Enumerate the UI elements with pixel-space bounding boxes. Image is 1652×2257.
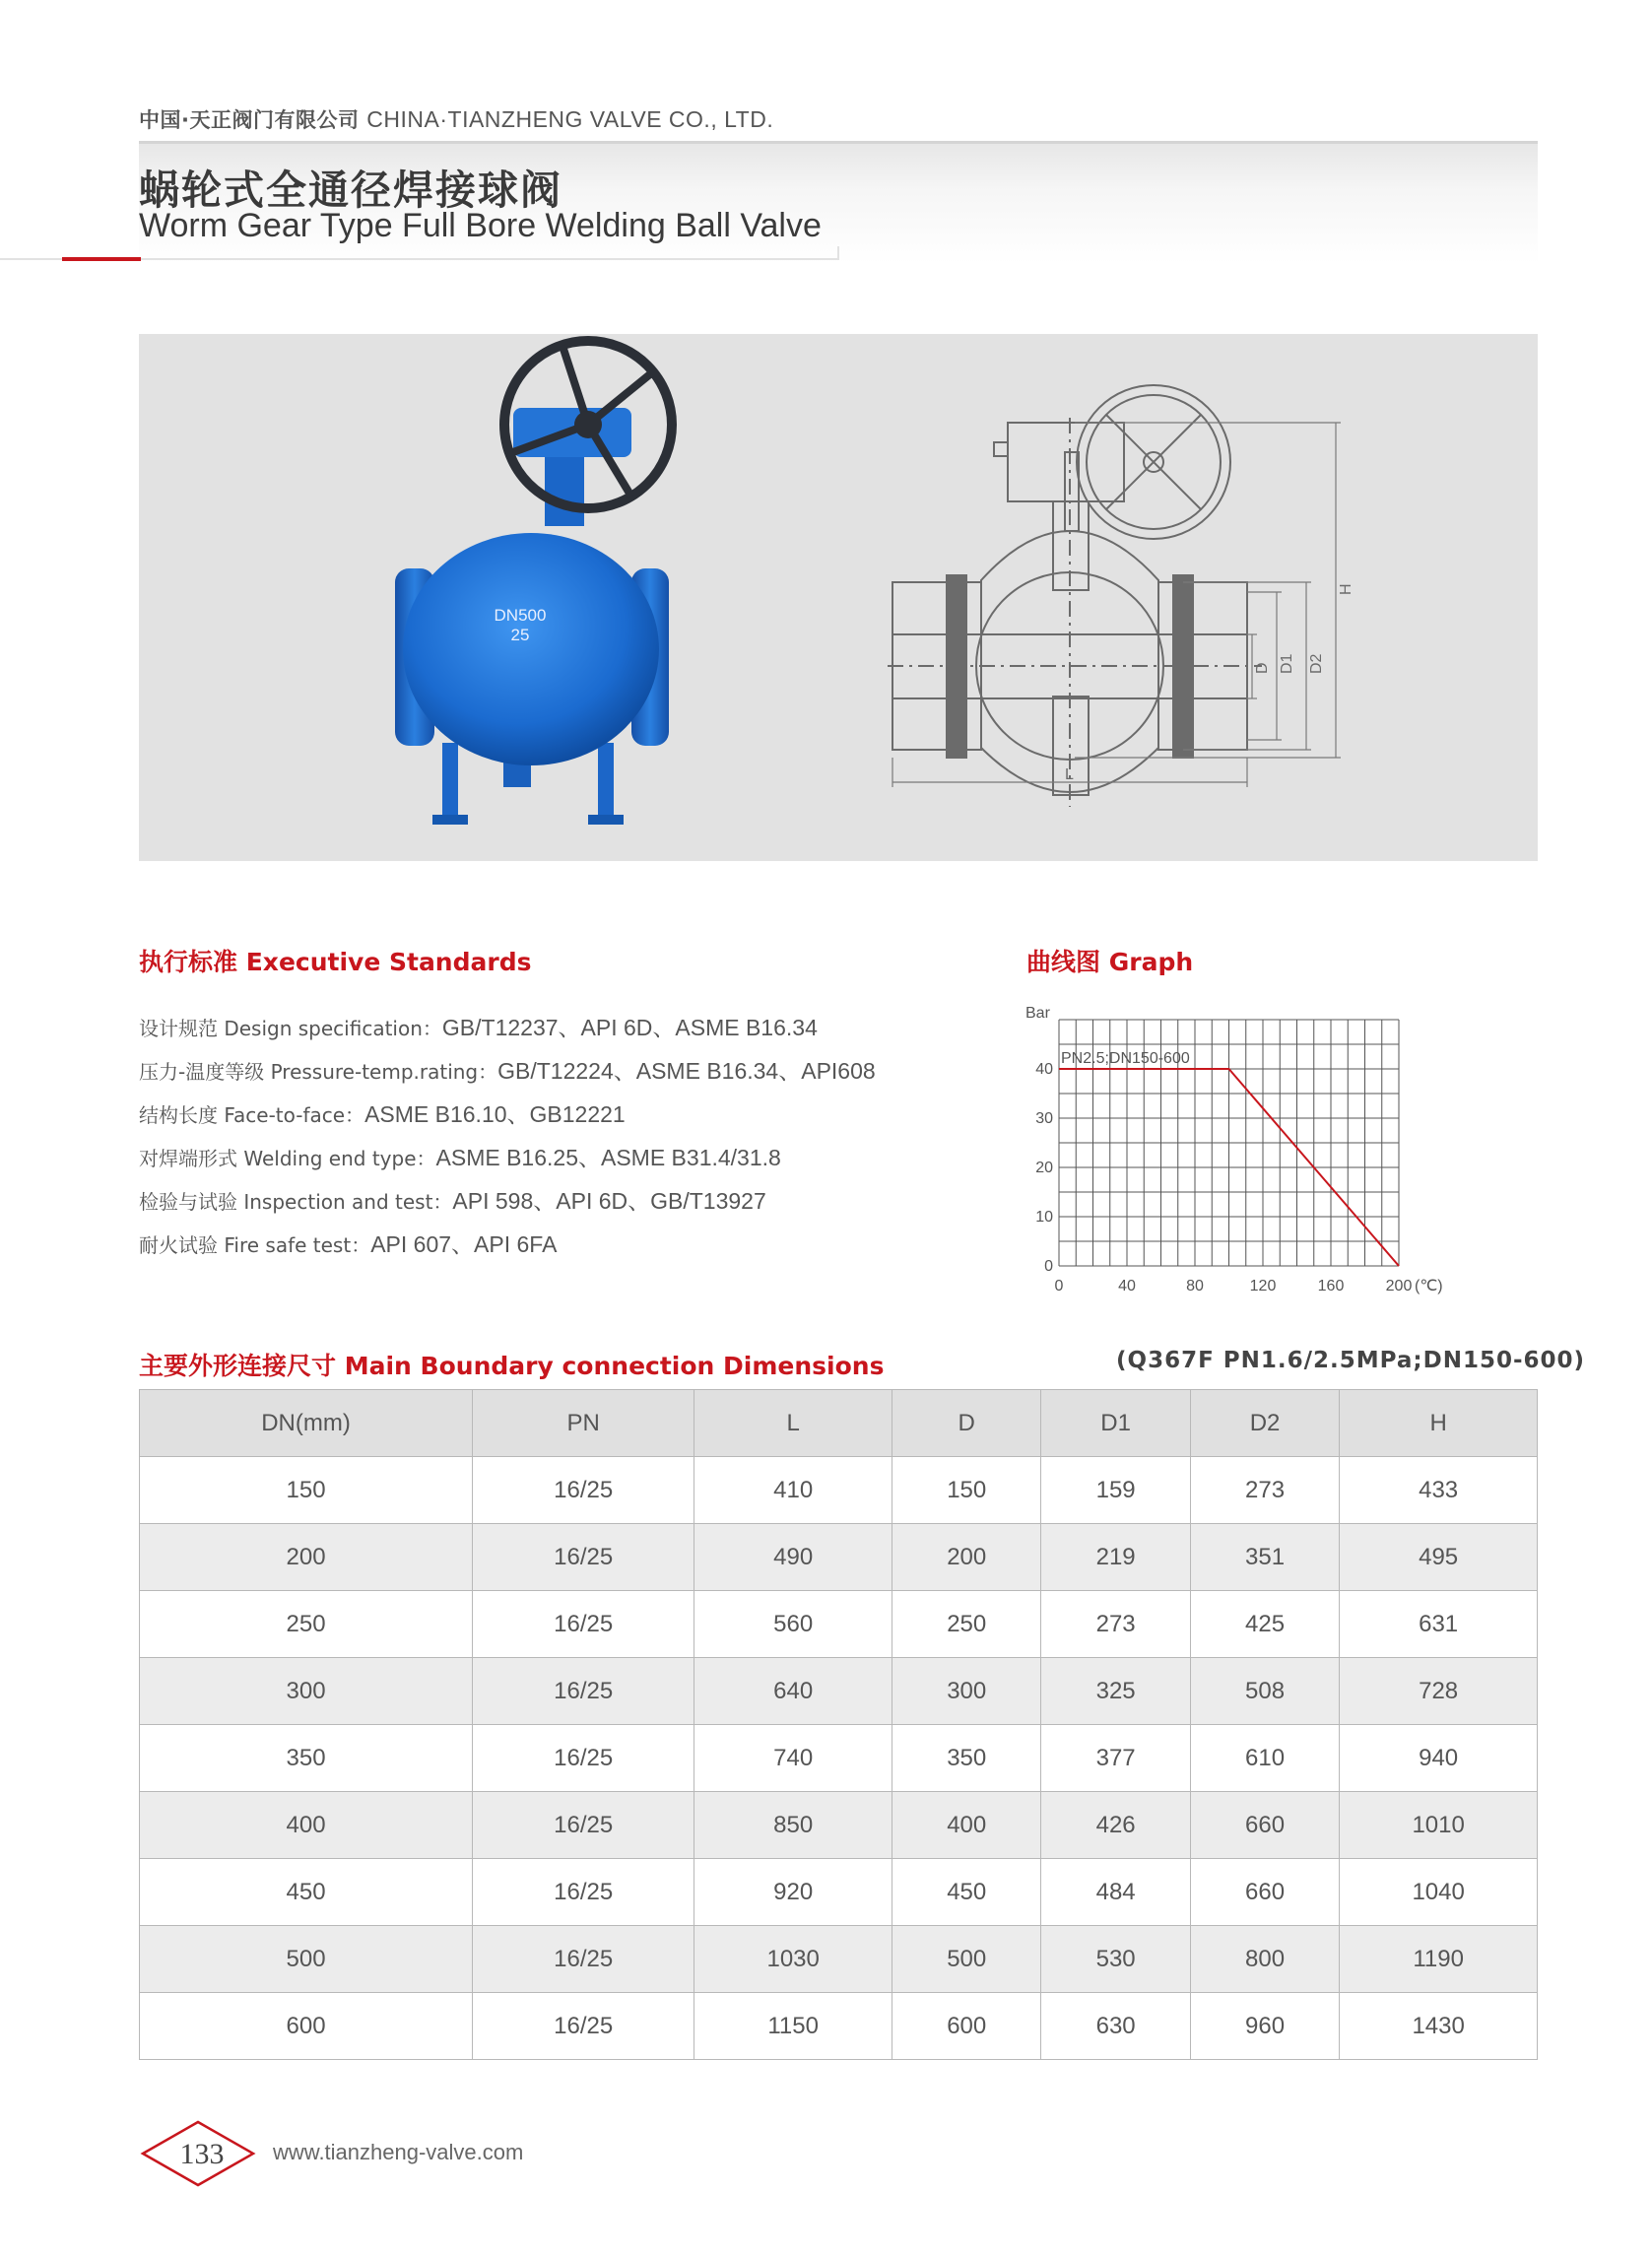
page-title-cn: 蜗轮式全通径焊接球阀 (139, 166, 562, 214)
table-cell: 660 (1190, 1792, 1339, 1859)
table-row (140, 1457, 1538, 1524)
table-cell: 920 (694, 1859, 892, 1926)
valve-body (403, 533, 659, 765)
drawing-body (981, 531, 1158, 792)
standard-item: 设计规范 Design specification：GB/T12237、API 6D、ASME B16.34 (139, 1015, 818, 1040)
column-header-dn: DN(mm) (140, 1390, 473, 1457)
standards-heading-cn: 执行标准 (139, 948, 238, 976)
table-cell: 630 (1041, 1993, 1190, 2060)
x-tick-label: 40 (1118, 1278, 1136, 1294)
table-cell: 850 (694, 1792, 892, 1859)
standard-item: 对焊端形式 Welding end type：ASME B16.25、ASME B31.4/31.8 (139, 1145, 781, 1170)
table-cell: 610 (1190, 1725, 1339, 1792)
table-cell: 159 (1041, 1457, 1190, 1524)
table-cell: 325 (1041, 1658, 1190, 1725)
table-cell: 16/25 (473, 1457, 694, 1524)
table-cell: 450 (140, 1859, 473, 1926)
table-cell: 16/25 (473, 1725, 694, 1792)
table-cell: 1040 (1340, 1859, 1538, 1926)
dimensions-heading-en: Main Boundary connection Dimensions (344, 1352, 885, 1380)
dimensions-table (139, 1389, 1538, 2060)
support-leg-left (442, 743, 458, 822)
table-cell: 425 (1190, 1591, 1339, 1658)
valve-photo (336, 334, 750, 861)
table-cell: 1190 (1340, 1926, 1538, 1993)
column-header-l: L (694, 1390, 892, 1457)
table-cell: 1030 (694, 1926, 892, 1993)
graph-heading (1026, 943, 1193, 978)
title-accent-bar (62, 257, 141, 261)
table-cell: 600 (892, 1993, 1041, 2060)
page-title-en: Worm Gear Type Full Bore Welding Ball Valve (139, 207, 822, 244)
title-underline-end (837, 246, 839, 260)
table-cell: 219 (1041, 1524, 1190, 1591)
table-cell: 1430 (1340, 1993, 1538, 2060)
x-tick-label: 120 (1249, 1278, 1277, 1294)
standard-item: 结构长度 Face-to-face：ASME B16.10、GB12221 (139, 1101, 626, 1127)
table-cell: 351 (1190, 1524, 1339, 1591)
column-header-pn: PN (473, 1390, 694, 1457)
table-cell: 350 (140, 1725, 473, 1792)
standards-heading (139, 943, 531, 978)
table-row (140, 1993, 1538, 2060)
table-row (140, 1859, 1538, 1926)
standard-item: 压力-温度等级 Pressure-temp.rating：GB/T12224、ASME B16.34、API608 (139, 1058, 876, 1084)
table-row (140, 1792, 1538, 1859)
page-number-badge (139, 2118, 257, 2189)
table-header-row (140, 1390, 1538, 1457)
column-header-d2: D2 (1190, 1390, 1339, 1457)
table-cell: 500 (892, 1926, 1041, 1993)
table-cell: 433 (1340, 1457, 1538, 1524)
table-cell: 740 (694, 1725, 892, 1792)
standard-item: 检验与试验 Inspection and test：API 598、API 6D、GB/T13927 (139, 1188, 766, 1214)
table-cell: 426 (1041, 1792, 1190, 1859)
y-axis-label: Bar (1025, 1005, 1050, 1022)
company-name-cn: 中国·天正阀门有限公司 (139, 108, 360, 132)
x-tick-label: 0 (1054, 1278, 1064, 1294)
table-cell: 250 (140, 1591, 473, 1658)
column-header-d: D (892, 1390, 1041, 1457)
table-cell: 530 (1041, 1926, 1190, 1993)
dimensions-heading (139, 1347, 884, 1382)
drawing-label-h: H (1338, 583, 1355, 595)
table-cell: 728 (1340, 1658, 1538, 1725)
standards-list (139, 1007, 876, 1267)
standards-heading-en: Executive Standards (245, 948, 532, 976)
support-leg-left-base (432, 815, 468, 825)
product-image-panel (139, 334, 1538, 861)
table-cell: 560 (694, 1591, 892, 1658)
table-cell: 16/25 (473, 1524, 694, 1591)
x-tick-label: 80 (1186, 1278, 1204, 1294)
table-cell: 200 (140, 1524, 473, 1591)
table-cell: 200 (892, 1524, 1041, 1591)
drawing-label-d2: D2 (1308, 653, 1325, 674)
x-unit-label: (℃) (1415, 1278, 1443, 1294)
pressure-temperature-chart (1024, 995, 1458, 1300)
table-cell: 410 (694, 1457, 892, 1524)
dimensions-heading-cn: 主要外形连接尺寸 (139, 1352, 337, 1380)
table-cell: 508 (1190, 1658, 1339, 1725)
graph-heading-en: Graph (1108, 948, 1194, 976)
valve-technical-drawing (888, 334, 1400, 861)
table-cell: 16/25 (473, 1926, 694, 1993)
support-leg-right (598, 743, 614, 822)
table-cell: 500 (140, 1926, 473, 1993)
table-cell: 495 (1340, 1524, 1538, 1591)
website-url: www.tianzheng-valve.com (273, 2140, 524, 2164)
table-cell: 16/25 (473, 1658, 694, 1725)
table-cell: 300 (140, 1658, 473, 1725)
graph-heading-cn: 曲线图 (1026, 948, 1101, 976)
table-row (140, 1926, 1538, 1993)
table-cell: 150 (892, 1457, 1041, 1524)
column-header-d1: D1 (1041, 1390, 1190, 1457)
drawing-label-l: L (1065, 766, 1074, 783)
title-band-rule (139, 141, 1538, 144)
table-cell: 16/25 (473, 1792, 694, 1859)
y-tick-label: 0 (1044, 1258, 1053, 1275)
table-cell: 1150 (694, 1993, 892, 2060)
table-cell: 150 (140, 1457, 473, 1524)
page-number: 133 (179, 2138, 225, 2170)
company-name (139, 104, 773, 134)
table-cell: 940 (1340, 1725, 1538, 1792)
body-marking-pn: 25 (510, 626, 530, 644)
support-leg-right-base (588, 815, 624, 825)
table-cell: 450 (892, 1859, 1041, 1926)
table-row (140, 1725, 1538, 1792)
company-name-en: CHINA·TIANZHENG VALVE CO., LTD. (366, 106, 774, 132)
drawing-label-d: D (1254, 662, 1271, 674)
standard-item: 耐火试验 Fire safe test：API 607、API 6FA (139, 1231, 558, 1257)
table-cell: 600 (140, 1993, 473, 2060)
y-tick-label: 20 (1035, 1160, 1053, 1176)
table-cell: 273 (1041, 1591, 1190, 1658)
table-cell: 660 (1190, 1859, 1339, 1926)
y-tick-label: 40 (1035, 1061, 1053, 1078)
table-cell: 300 (892, 1658, 1041, 1725)
table-cell: 1010 (1340, 1792, 1538, 1859)
table-cell: 16/25 (473, 1993, 694, 2060)
drawing-label-d1: D1 (1279, 653, 1295, 674)
body-marking-dn: DN500 (494, 606, 547, 625)
y-tick-label: 30 (1035, 1110, 1053, 1127)
table-cell: 16/25 (473, 1591, 694, 1658)
table-cell: 640 (694, 1658, 892, 1725)
table-cell: 490 (694, 1524, 892, 1591)
table-cell: 16/25 (473, 1859, 694, 1926)
y-tick-label: 10 (1035, 1209, 1053, 1226)
table-cell: 350 (892, 1725, 1041, 1792)
dimensions-spec: (Q367F PN1.6/2.5MPa;DN150-600) (1116, 1348, 1586, 1373)
table-cell: 400 (140, 1792, 473, 1859)
table-cell: 631 (1340, 1591, 1538, 1658)
table-row (140, 1524, 1538, 1591)
x-tick-label: 200 (1385, 1278, 1413, 1294)
table-cell: 960 (1190, 1993, 1339, 2060)
series-label: PN2.5;DN150-600 (1061, 1050, 1190, 1067)
table-cell: 800 (1190, 1926, 1339, 1993)
table-cell: 250 (892, 1591, 1041, 1658)
x-tick-label: 160 (1317, 1278, 1345, 1294)
table-row (140, 1658, 1538, 1725)
table-row (140, 1591, 1538, 1658)
column-header-h: H (1340, 1390, 1538, 1457)
table-cell: 273 (1190, 1457, 1339, 1524)
table-cell: 484 (1041, 1859, 1190, 1926)
table-cell: 400 (892, 1792, 1041, 1859)
table-cell: 377 (1041, 1725, 1190, 1792)
